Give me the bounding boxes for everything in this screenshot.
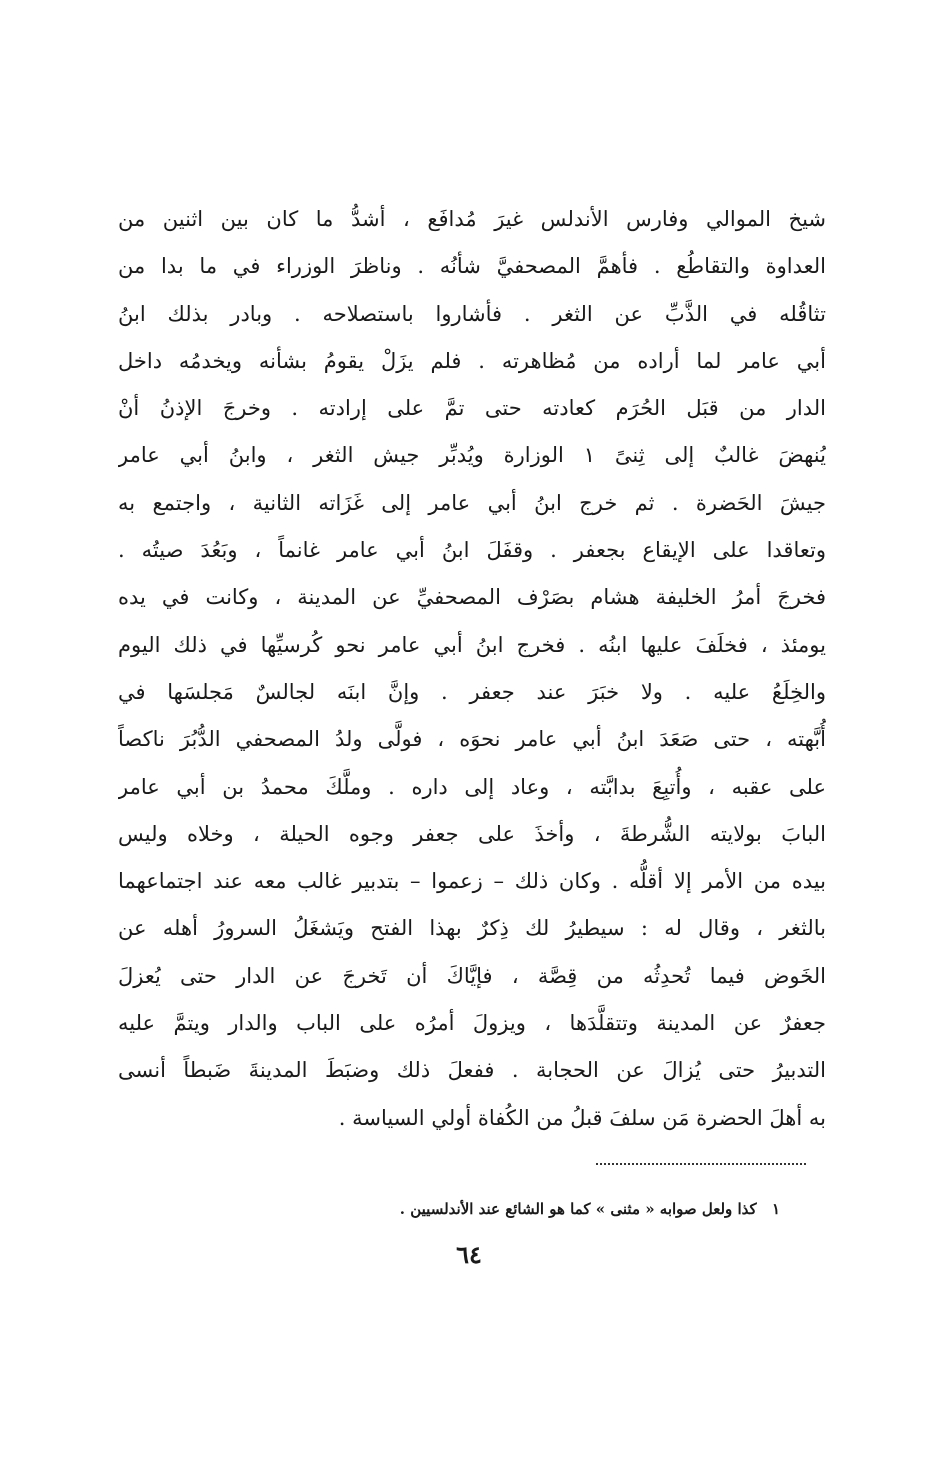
text-line: جعفرٌ عن المدينة وتتقلَّدَها ، ويزولَ أمرُه على الباب والدار ويتمَّ عليه: [118, 1011, 826, 1036]
footnote: [300, 1200, 780, 1218]
text-line: تثاقُله في الذَّبِّ عن الثغر . فأشاروا باستصلاحه . وبادر بذلك ابنُ: [118, 301, 826, 326]
text-line: والخِلَعُ عليه . ولا خبَرَ عند جعفر . وإنَّ ابنَه لجالسٌ مَجلسَها في: [118, 679, 826, 704]
text-line: يُنهضَ غالبٌ إلى ثِنىً ١ الوزارة ويُدبِّر جيش الثغر ، وابنُ أبي عامر: [118, 443, 826, 468]
text-line: على عقبه ، وأُتبِعَ بدابَّته ، وعاد إلى داره . وملَّكَ محمدُ بن أبي عامر: [118, 774, 826, 799]
text-line-last: به أهلَ الحضرة مَن سلفَ قبلُ من الكُفاة أولي السياسة .: [338, 1105, 826, 1130]
page-number: ٦٤: [456, 1240, 482, 1269]
text-line: شيخ الموالي وفارس الأندلس غيرَ مُدافَع ، أشدُّ ما كان بين اثنين من: [118, 207, 826, 231]
text-line: الخَوض فيما تُحدِثُه من قِصَّة ، فإيَّاكَ أن تَخرجَ عن الدار حتى يُعزلَ: [118, 963, 826, 988]
text-line: وتعاقدا على الإيقاع بجعفر . وقفَلَ ابنُ أبي عامر غانماً ، وبَعُدَ صيتُه .: [118, 538, 826, 563]
text-line: العداوة والتقاطُع . فأهمَّ المصحفيَّ شأنُه . وناظرَ الوزراء في ما بدا من: [118, 254, 826, 279]
text-line: الدار من قبَل الحُرَم كعادته حتى تمَّ على إرادته . وخرجَ الإذنُ أنْ: [118, 396, 826, 421]
text-line: أُبَّهته ، حتى صَعَدَ ابنُ أبي عامر نحوَه ، فولَّى ولدُ المصحفي الدُّبُرَ ناكصاً: [118, 727, 826, 752]
text-line: أبي عامر لما أراده من مُظاهرته . فلم يزَلْ يقومُ بشأنه ويخدمُه داخل: [118, 348, 826, 373]
text-line: جيشَ الحَضرة . ثم خرج ابنُ أبي عامر إلى غَزَاته الثانية ، واجتمع به: [118, 490, 826, 515]
text-line: يومئذ ، فخلَفَ عليها ابنُه . فخرج ابنُ أبي عامر نحو كُرسيِّها في ذلك اليوم: [118, 632, 826, 657]
text-line: فخرجَ أمرُ الخليفة هشام بصَرْف المصحفيِّ عن المدينة ، وكانت في يده: [118, 585, 826, 610]
main-text-block: [118, 196, 826, 1142]
footnote-mark: ١: [771, 1200, 780, 1218]
text-line: بيده من الأمر إلا أقلُّه . وكان ذلك – زعموا – بتدبير غالب معه عند اجتماعهما: [118, 869, 826, 894]
footnote-separator: [596, 1163, 806, 1165]
text-line: البابَ بولايته الشُّرطةَ ، وأخذَ على جعفر وجوه الحيلة ، وخلاه وليس: [118, 821, 826, 846]
footnote-text: كذا ولعل صوابه « مثنى » كما هو الشائع عند الأندلسيين .: [399, 1200, 757, 1218]
text-line: التدبيرُ حتى يُزالَ عن الحجابة . ففعلَ ذلك وضبَطَ المدينةَ ضَبطاً أنسى: [118, 1058, 826, 1083]
text-line: بالثغر ، وقال له : سيطيرُ لك ذِكرٌ بهذا الفتح ويَشغَلُ السرورُ أهله عن: [118, 916, 826, 941]
